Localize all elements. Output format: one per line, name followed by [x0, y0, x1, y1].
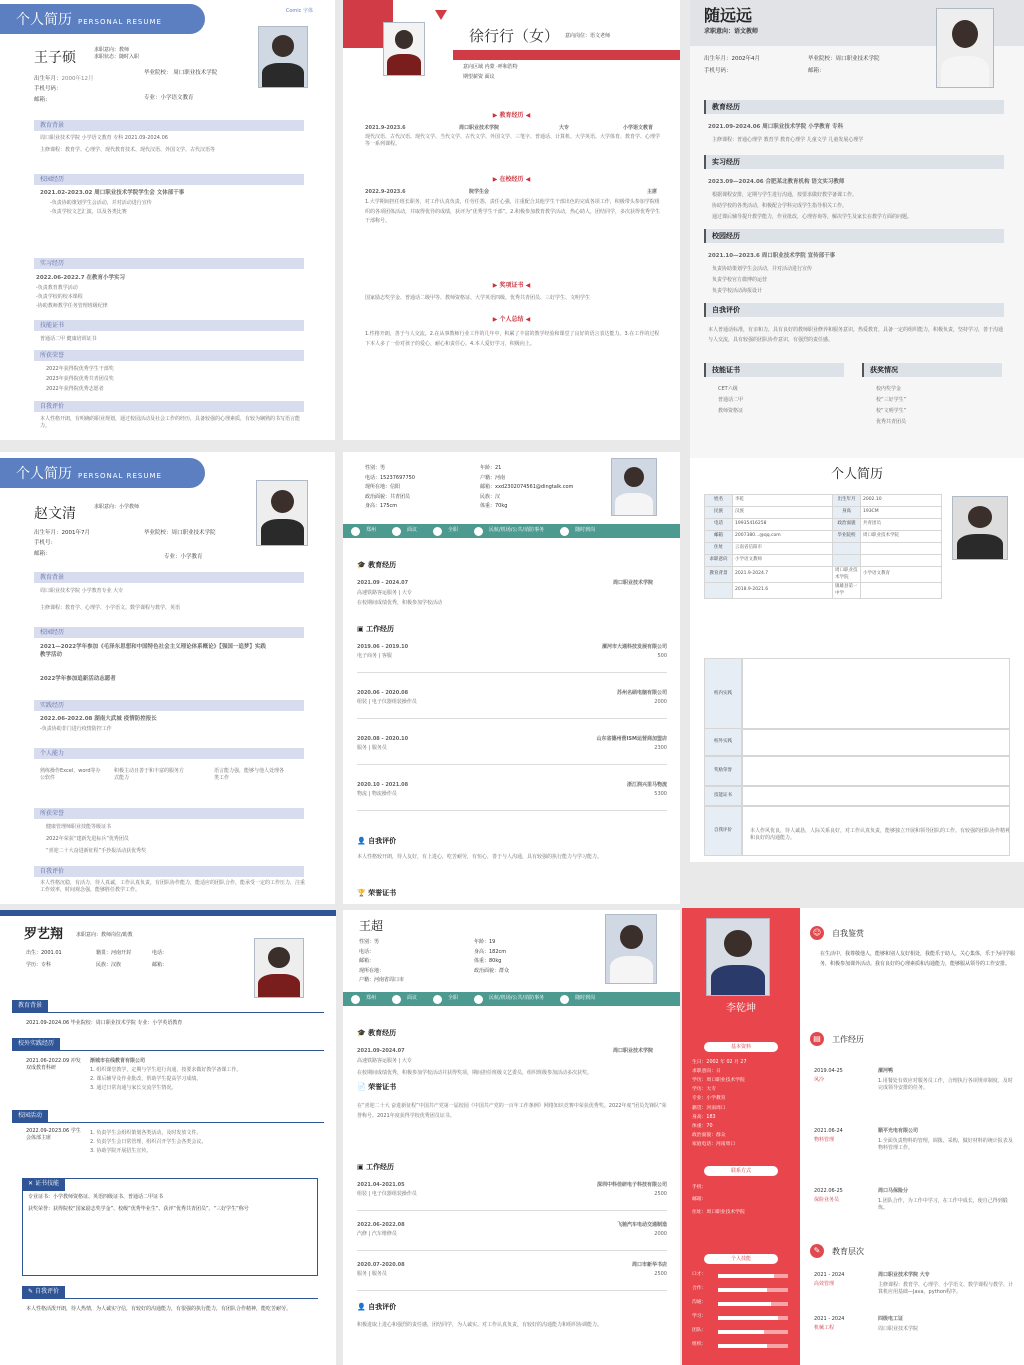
pref-label: 郑州 [366, 995, 377, 1002]
table-cell: 住址 [705, 543, 733, 555]
table-cell [860, 555, 941, 567]
info-field: 性别：男 [365, 465, 386, 471]
table-cell: 电话 [705, 519, 733, 531]
work-role: 服务 | 服务员 [357, 745, 387, 751]
info-row [365, 474, 595, 484]
edu-text: 主修课程：教育学、心理学、小学语文、数学课程与教学、计算机应用基础—Java，python程序。 [878, 1282, 1014, 1296]
table-cell: 汉族 [733, 507, 833, 519]
candidate-name: 李乾坤 [726, 1003, 756, 1014]
section-work: 工作经历 [832, 1035, 864, 1044]
work-pay: 2000 [654, 699, 667, 705]
info-field: 年龄：19 [474, 939, 496, 945]
info-row [365, 502, 595, 512]
edu-date: 2021 - 2024 [814, 1316, 845, 1322]
section-education: 教育经历 [704, 100, 1004, 114]
work-company: 深圳中科佳研电子科技有限公司 [596, 1182, 667, 1188]
skill-label: 学习： [692, 1314, 707, 1319]
table-row [705, 495, 942, 507]
work-text: 1.全面负责物料的管理，调拨、采购，做好材料的统计报表及物料管理工作。 [878, 1138, 1013, 1152]
table-cell: 共青团员 [860, 519, 941, 531]
candidate-name: 罗艺翔 [24, 927, 64, 942]
base-field: 政治面貌：群众 [692, 1132, 726, 1138]
resume-card-9: 李乾坤 基本资料 生日：2002 年 02 月 27 求职意向：日 学历：周口职业技术学院 学历：大专 专业：小学教育 籍贯：河南周口 身高：183 体重：70 政治面貌：群众 家庭电话：河南周口 联系方式 手机： 邮箱： 住址：周口职业技术学院 个人技能 ☺ 自我鉴赏 在生活中，我尊敬他人，能够和别人友好相处，我能乐于助人，关心集体，乐于为同学服务，积极参加课外活动。我有良好的心理素质和沟通能力，能够服从领导的工作安排。 ▤ 工作经历 ✎ 教育层次 口才： 合作： 沟通： 学习： 团队： 组织： 2019.04-25 风冷 漯河鸭 1.用餐处有效应对服务员工作，合理执行各项规章制度，及时完成领导安排的任务。 2021.06-24 物料管理 顺平光电有限公司 1.全面负责物料的管理，调拨、采购，做好材料的统计报表及物料管理工作。 2022.06-25 保险业务员 周口马保险分 1.团队合作，为工作中学习，在工作中成长，使自己得到锻炼。 2021 - 2024 高效管理 周口职业技术学院 大专 主修课程：教育学、心理学、小学语文、数学课程与教学、计算机应用基础—Java，python程序。 2021 - 2024 机械工程 四级电工证 周口职业技术学院 [682, 908, 1024, 1365]
table-cell: 姓名 [705, 495, 733, 507]
base-field: 籍贯：河南周口 [692, 1105, 726, 1111]
work-date: 2022.06-25 [814, 1188, 843, 1194]
info-row [365, 464, 595, 474]
info-field: 户籍：河南 [480, 474, 506, 481]
divider [357, 1210, 667, 1211]
profile-photo [256, 480, 308, 546]
skill-label: 沟通： [692, 1300, 707, 1305]
profile-photo [258, 26, 308, 88]
info-field: 邮箱：xxd2302074561@dingtalk.com [480, 484, 574, 490]
section-honors: 所获荣誉 [34, 808, 304, 819]
section-ability: 个人能力 [34, 748, 304, 759]
skill-label: 合作： [692, 1286, 707, 1291]
table-cell: 19935416258 [733, 519, 833, 531]
section-education: ▶ 教育经历 ◀ [492, 112, 531, 119]
work-date: 2020.06 - 2020.08 [357, 690, 409, 696]
info-field: 性别：男 [359, 939, 380, 945]
table-cell: 身高 [832, 507, 860, 519]
info-row [359, 938, 589, 948]
table-cell: 2018.9-2021.6 [733, 583, 833, 599]
section-practice: 实践经历 [34, 700, 304, 711]
edu-date: 2021 - 2024 [814, 1272, 845, 1278]
work-role: 组装 | 电子仪器组装操作员 [357, 699, 417, 705]
work-company: 山东省德州营ISM运营商加盟店 [596, 736, 667, 742]
info-row [359, 976, 589, 986]
profile-photo [611, 458, 657, 516]
work-company: 周口市新华书店 [631, 1262, 667, 1268]
section-self-eval: 自我评价 [34, 866, 304, 877]
profile-photo [706, 918, 770, 996]
info-field: 体重：70kg [480, 503, 508, 509]
divider [357, 1290, 667, 1291]
edu-school: 四级电工证 [878, 1316, 904, 1322]
info-field: 民族：汉 [480, 493, 501, 500]
work-role: 物料管理 [814, 1137, 835, 1143]
divider [357, 718, 667, 719]
work-role: 电子商务 | 客服 [357, 653, 392, 659]
section-body [742, 658, 1010, 730]
base-field: 身高：183 [692, 1114, 716, 1120]
table-cell [860, 543, 941, 555]
work-role: 保险业务员 [814, 1197, 840, 1203]
pref-label: 民航/机场/公共/消防事务 [489, 995, 545, 1002]
pref-icon [392, 527, 401, 536]
section-cert: 🏆 荣誉证书 [357, 889, 397, 897]
pref-label: 面议 [407, 995, 418, 1002]
page-title: 个人简历 [830, 467, 883, 482]
corner-tag: Comic 字体 [285, 8, 313, 14]
table-cell: 2007380...@qq.com [733, 531, 833, 543]
table-cell: 李乾 [733, 495, 833, 507]
edu-major: 机械工程 [814, 1325, 835, 1331]
table-cell [832, 543, 860, 555]
table-cell: 政治面貌 [832, 519, 860, 531]
profile-photo [254, 938, 304, 998]
info-row [365, 483, 595, 493]
section-certificates: 技能证书 [34, 320, 304, 331]
work-role: 汽修 | 汽车维修员 [357, 1231, 397, 1237]
base-field: 学历：周口职业技术学院 [692, 1078, 745, 1084]
job-prefs-bar [343, 992, 680, 1006]
base-field: 生日：2002 年 02 月 27 [692, 1060, 747, 1065]
work-pay: 2300 [654, 745, 667, 751]
work-company: 浙江润兴里马物流 [626, 782, 667, 788]
skill-fill [718, 1330, 764, 1334]
work-company: 飞驰汽车电动交通制造 [616, 1222, 667, 1228]
table-row [705, 519, 942, 531]
work-pay: 2500 [654, 1191, 667, 1197]
basic-info [365, 464, 595, 512]
resume-card-7: 罗艺翔 求职意向：教师岗位/助教 出生：2001.01 学历：专科 籍贯：河南开封 民族：汉族 电话： 邮箱： 教育背景 2021.09-2024.06 毕业院校：周口职业技术学院 专业：小学英语教育 校外实践经历 2021.06-2022.09 冲发双成教育科研 渐城市在线教育有限公司 1. 组织课堂教学，定期与学生进行沟通，按要求做好教学备课工作。 2. 课后辅导及作业批改，帮助学生提高学习成绩。 3. 通过日常沟通与家长交流学生情况。 校园活动 2022.09-2023.06 学生会体部主席 1. 负责学生会组织策划各类活动，及时发放文件。 2. 负责学生会日常管理，组织召开学生会各类会议。 3. 协助学院开展招生宣传。 ✕ 证书技能 专业证书：小学教师资格证、英语四级证书、普通话二甲证书 获奖荣誉：获得院校“国家励志奖学金”、校级“优秀毕业生”、获评“优秀共青团员”、“三好学生”称号 ✎ 自我评价 本人性格活泼开朗，待人热情，为人诚实守信，有较好的沟通能力，有很强的执行能力，有团队合作精神，能吃苦耐劳。 [0, 910, 336, 1365]
work-date: 2020.10 - 2021.08 [357, 782, 409, 788]
table-cell: 教育背景 [705, 567, 733, 583]
section-self-eval: 自我鉴赏 [832, 929, 864, 938]
section-campus: 校园活动 [12, 1110, 48, 1123]
info-row [365, 493, 595, 503]
work-text: 1.团队合作，为工作中学习，在工作中成长，使自己得到锻炼。 [878, 1198, 1008, 1212]
section-education: 教育背景 [12, 1000, 48, 1013]
work-role: 风冷 [814, 1077, 825, 1083]
info-field: 身高：175cm [365, 503, 398, 509]
skill-label: 组织： [692, 1342, 707, 1347]
base-field: 求职意向：日 [692, 1069, 721, 1075]
edu-text: 周口职业技术学院 [878, 1326, 919, 1332]
base-field: 家庭电话：河南周口 [692, 1141, 736, 1147]
section-self-eval: ✎ 自我评价 [22, 1286, 65, 1299]
table-cell: 出生年月 [832, 495, 860, 507]
resume-card-1: 个人简历 PERSONAL RESUME Comic 字体 王子硕 求职意向：教师 求职状态：随时入职 出生年月：2000年12月 手机号码： 邮箱： 毕业院校： 周口职业技术学院 专业：小学语文教育 教育背景 周口职业技术学院 小学语文教育 专科 2021.09-2024.06 主修课程：教育学、心理学、现代教育技术、现代汉语、外国文学、古代汉语等 校园经历 2021.02-2023.02 周口职业技术学院学生会 文体部干事 -负责协助策划学生会活动，并对活动进行宣传 -负责学校文艺汇演，以及各类比赛 实习经历 2022.06-2022.7 在教育小学实习 -负责教育教学活动 -负责学校的校本课程 -协助教师教学任务管理班级纪律 技能证书 普通话二甲 健康培训证书 所获荣誉 2022年获得院优秀学生干部奖 2023年获得院优秀共青团员奖 2022年获得院优秀志愿者 自我评价 本人性格开朗，有明确的职业规划，通过校园活动及社会工作的经历，具备较强的心理素质，有较为娴熟的书写语言能力。 [0, 0, 335, 440]
info-field: 现所在地： [359, 967, 385, 974]
section-skills: 个人技能 [704, 1254, 778, 1264]
section-work: ▣ 工作经历 [357, 625, 395, 633]
work-role: 组装 | 电子仪器组装操作员 [357, 1191, 417, 1197]
section-label: 自我评价 [704, 806, 742, 856]
section-certificates: ▶ 奖项证书 ◀ [492, 282, 531, 289]
work-org: 漯河鸭 [878, 1068, 894, 1074]
resume-card-8: 王超 性别：男 年龄：19 电话： 身高：182cm 邮箱： 体重：80kg 现所在地： 政治面貌：群众 户籍：河南省周口市 郑州 面议 全职 民航/机场/公共/消防事务 随时到岗 🎓 教育经历 2021.09-2024.07 周口职业技术学院 高速铁路客运服务 | 大专 在校期间成绩优秀，积极参加学校活动并获得奖项，期间担任班级文艺委员，组织班级参加活动多次获奖。 📄 荣誉证书 在“喜迎二十大 奋进新征程”中国共产党第一届校园《中国共产党的一百年工作条例》网络知识竞赛中荣获优秀奖。2022年度“团员先锋队”荣誉称号。2021年度获得学校优秀团员证书。 ▣ 工作经历 👤 自我评价 积极进取上进心和强烈的责任感，团结同学，为人诚实。对工作认真负责，有较好的沟通能力和组织协调能力。 2021.04-2021.05 深圳中科佳研电子科技有限公司 组装 | 电子仪器组装操作员 2500 2022.06-2022.08 飞驰汽车电动交通制造 汽修 | 汽车维修员 2000 2020.07-2020.08 周口市新华书店 服务 | 服务员 2500 [343, 910, 680, 1365]
section-self-eval: 自我评价 [704, 303, 1004, 317]
info-field: 体重：80kg [474, 958, 502, 964]
section-cert: 📄 荣誉证书 [357, 1083, 397, 1091]
table-row [705, 555, 942, 567]
pref-icon [560, 527, 569, 536]
table-row [705, 507, 942, 519]
resume-banner: 个人简历 PERSONAL RESUME [0, 458, 205, 488]
skill-fill [718, 1344, 767, 1348]
work-pay: 5300 [654, 791, 667, 797]
section-campus: 校园经历 [34, 174, 304, 185]
work-date: 2020.07-2020.08 [357, 1262, 405, 1268]
work-pay: 2500 [654, 1271, 667, 1277]
divider [357, 810, 667, 811]
edit-icon: ✎ [810, 1244, 824, 1258]
edu-school: 周口职业技术学院 大专 [878, 1272, 930, 1278]
pref-icon [474, 527, 483, 536]
table-row [705, 567, 942, 583]
info-field: 身高：182cm [474, 948, 507, 955]
contact-field: 手机： [692, 1185, 707, 1190]
work-date: 2021.04-2021.05 [357, 1182, 405, 1188]
resume-card-3: 随远远 求职意向：语文教师 出生年月：2002年4月 手机号码： 毕业院校：周口职业技术学院 邮箱： 教育经历 2021.09-2024.06 周口职业技术学院 小学教育 专科 主修课程：普通心理学 教育学 教育心理学 儿童文学 儿童发展心理学 实习经历 2023.09—2024.06 合肥某北教育机构 语文实习教师 根据课程安排，定期与学生进行沟通，按要求做好教学备课工作。 协助学校的各类活动，积极配合学科完成学生指导相关工作。 通过课后辅导提升教学能力，作业批改，心理咨询等，解决学生及家长在教学方面的问题。 校园经历 2021.10—2023.6 周口职业技术学院 宣传部干事 负责协助策划学生会活动，并对活动进行宣传 负责学校官方微博的运营 负责学校活动海报设计 自我评价 本人普通话标准，有亲和力，具有良好的教师职业修养和服务意识，热爱教育，具备一定的组织能力，积极负责，坚持学习，善于沟通与人交流，具有较强的团队协作意识，有强烈的责任感。 技能证书 获奖情况 CET六级 普通话二甲 教师资格证 校内奖学金 校“三好学生” 校“文明学生” 优秀共青团员 [690, 0, 1024, 458]
info-field: 电话：15237697750 [365, 474, 415, 481]
table-cell: 邮箱 [705, 531, 733, 543]
info-field [474, 976, 589, 986]
section-campus: 校园经历 [704, 229, 1004, 243]
info-field: 政治面貌：群众 [474, 967, 510, 974]
briefcase-icon: ▤ [810, 1032, 824, 1046]
section-honors: 所获荣誉 [34, 350, 304, 361]
section-education: 🎓 教育经历 [357, 561, 397, 569]
table-cell [705, 583, 733, 599]
pref-label: 面议 [407, 527, 418, 534]
table-row [705, 543, 942, 555]
table-cell: 民族 [705, 507, 733, 519]
work-role: 服务 | 服务员 [357, 1271, 387, 1277]
table-cell: 周口职业技术学院 [860, 531, 941, 543]
table-cell: 小学语文教育 [860, 567, 941, 583]
work-date: 2021.06-24 [814, 1128, 843, 1134]
candidate-name: 赵文清 [34, 506, 76, 522]
info-table [704, 494, 942, 599]
pref-label: 郑州 [366, 527, 377, 534]
pref-icon [392, 995, 401, 1004]
candidate-name: 王超 [359, 919, 384, 933]
section-body [742, 806, 1010, 856]
table-cell: 小学语文教师 [733, 555, 833, 567]
skill-label: 口才： [692, 1272, 707, 1277]
pref-label: 全职 [448, 995, 459, 1002]
work-company: 漯河市大通科技发展有限公司 [601, 644, 667, 650]
skill-fill [718, 1274, 774, 1278]
info-field: 户籍：河南省周口市 [359, 977, 405, 983]
work-pay: 500 [657, 653, 667, 659]
divider [357, 764, 667, 765]
base-field: 专业：小学教育 [692, 1096, 726, 1102]
table-cell: 2021.9-2024.7 [733, 567, 833, 583]
section-summary: ▶ 个人总结 ◀ [492, 316, 531, 323]
contact-field: 住址：周口职业技术学院 [692, 1209, 745, 1215]
section-label: 校内实践 [704, 658, 742, 730]
table-cell [832, 555, 860, 567]
work-company: 苏州名硕电脑有限公司 [616, 690, 667, 696]
table-cell: 2002.10 [860, 495, 941, 507]
section-campus: ▶ 在校经历 ◀ [492, 176, 531, 183]
table-cell [860, 583, 941, 599]
section-internship: 实习经历 [34, 258, 304, 269]
section-body [742, 728, 1010, 756]
section-contact: 联系方式 [704, 1166, 778, 1176]
work-date: 2019.06 - 2019.10 [357, 644, 409, 650]
section-label: 奖励荣誉 [704, 756, 742, 786]
resume-card-4: 个人简历 PERSONAL RESUME 赵文清 求职意向：小学教师 出生年月：2001年7月 手机号： 邮箱： 毕业院校：周口职业技术学院 专业：小学教育 教育背景 周口职业技术学院 小学教育专业 大专 主修课程：教育学、心理学、小学语文、数学课程与教学、英语 校园经历 2021—2022学年参加《毛泽东思想和中国特色社会主义理论体系概论》【强国一追梦】实践教学活动 2022学年参加追新活动志愿者 实践经历 2022.06-2022.08 湖南大武城 疫情防控报长 -负责协助非门进行疫情防控工作 个人能力 熟练操作Excel，word等办公软件 积极主动且善于和丰富的服务方式能力 语言能力强，能够与他人处理各类工作 所获荣誉 健康管理师职业技能等级证书 2022年荣获“建新先进标兵”优秀团员 “喜迎二十大奋进新征程”手抄报活动获优秀奖 自我评价 本人性格沉稳，有活力，待人真诚，工作认真负责，有团队协作能力，能适应的团队合作，能承受一定的工作压力，注重工作效率，时间观念强，能够胜任教学工作。 [0, 452, 335, 904]
info-field: 年龄：21 [480, 465, 502, 471]
table-row [705, 531, 942, 543]
skill-fill [718, 1316, 778, 1320]
section-skills: 技能证书 [704, 363, 844, 377]
work-date: 2020.08 - 2020.10 [357, 736, 409, 742]
base-field: 学历：大专 [692, 1087, 716, 1093]
section-basic: 基本资料 [704, 1042, 778, 1052]
info-field: 电话： [359, 948, 375, 955]
skill-fill [718, 1302, 771, 1306]
pref-icon [560, 995, 569, 1004]
pref-label: 随时到岗 [575, 995, 596, 1002]
info-field: 现所在地：信阳 [365, 484, 401, 490]
work-pay: 2000 [654, 1231, 667, 1237]
section-education: 教育背景 [34, 572, 304, 583]
section-cert: ✕ 证书技能 [22, 1178, 65, 1191]
work-org: 顺平光电有限公司 [878, 1128, 919, 1134]
section-awards: 获奖情况 [862, 363, 1002, 377]
work-text: 1.用餐处有效应对服务员工作，合理执行各项规章制度，及时完成领导安排的任务。 [878, 1078, 1013, 1092]
pref-icon [351, 995, 360, 1004]
info-row [359, 967, 589, 977]
table-row [705, 583, 942, 599]
section-work: ▣ 工作经历 [357, 1163, 395, 1171]
section-campus: 校园经历 [34, 627, 304, 638]
info-row [359, 957, 589, 967]
section-self-eval: 👤 自我评价 [357, 1303, 397, 1311]
section-internship: 实习经历 [704, 155, 1004, 169]
section-self-eval: 自我评价 [34, 401, 304, 412]
info-row [359, 948, 589, 958]
work-date: 2019.04-25 [814, 1068, 843, 1074]
section-body [742, 756, 1010, 786]
resume-card-5: 性别：男 年龄：21 电话：15237697750 户籍：河南 现所在地：信阳 邮箱：xxd2302074561@dingtalk.com 政治面貌：共青团员 民族：汉 身高：175cm 体重：70kg 郑州 面议 全职 民航/机场/公共/消防事务 随时到岗 🎓 教育经历 2021.09 - 2024.07 周口职业技术学院 高速铁路客运服务 | 大专 在校期间成绩优秀，积极参加学校活动 ▣ 工作经历 👤 自我评价 本人性格较开朗，待人友好，有上进心，吃苦耐劳，有恒心，善于与人沟通，具有较强的执行能力与学习能力。 🏆 荣誉证书 2019.06 - 2019.10 漯河市大通科技发展有限公司 电子商务 | 客服 500 2020.06 - 2020.08 苏州名硕电脑有限公司 组装 | 电子仪器组装操作员 2000 2020.08 - 2020.10 山东省德州营ISM运营商加盟店 服务 | 服务员 2300 2020.10 - 2021.08 浙江润兴里马物流 物流 | 物流操作员 5300 [343, 452, 680, 904]
table-cell: 镇雄县第一中学 [832, 583, 860, 599]
divider [357, 1250, 667, 1251]
resume-card-6: 个人简历 姓名 李乾 出生年月 2002.10 民族 汉族 身高 193CM 电话 19935416258 政治面貌 共青团员 邮箱 2007380...@qq.com 毕业院校 周口职业技术学院 住址 云南省信阳市 求职意向 小学语文教师 教育背景 2021.9-2024.7 周口职业技术学院 小学语文教育 2018.9-2021.6 镇雄县第一中学 本人作风优良，待人诚恳，人际关系良好，对工作认真负责，能够独立开展和领导团队的工作。有较强的团队协作精神和良好的沟通能力。 校内实践 校外实践 奖励荣誉 技能证书 自我评价 [690, 458, 1024, 862]
profile-photo [605, 914, 657, 984]
job-prefs-bar [343, 524, 680, 538]
resume-banner: 个人简历 PERSONAL RESUME [0, 4, 205, 34]
section-education: 教育背景 [34, 120, 304, 131]
table-cell: 毕业院校 [832, 531, 860, 543]
profile-photo [952, 496, 1008, 560]
candidate-name: 随远远 [704, 6, 753, 25]
table-cell: 193CM [860, 507, 941, 519]
section-self-eval: 👤 自我评价 [357, 837, 397, 845]
pref-icon [351, 527, 360, 536]
resume-card-2: 徐行行（女） 意向岗位：语文老师 意向区域 内蒙 ·呼和浩特 期望薪资 面议 ▶ 教育经历 ◀ 2021.9-2023.6 周口职业技术学院 大专 小学语文教育 现代汉语、古代汉语、现代文学、当代文学、古代文学、外国文学、三笔字、普通话、计算机、大学英语、大学体育、教育学、心理学等一系列课程。 ▶ 在校经历 ◀ 2022.9-2023.6 院学生会 主席 1.大学期间担任班长职务，对工作认真负责，任劳任怨，责任心强，注重配合其他学生干部出色的完成各项工作，积极带头参加学院组织的各项团体活动，并取得优异的成绩，获评为“优秀学生干部”。2.积极参加教育教学活动，热心助人，团结同学，多次获得优秀学生干部称号。 ▶ 奖项证书 ◀ 国家励志奖学金、普通话二级甲等、教师资格证、大学英语四级、优秀共青团员、三好学生、文明学生 ▶ 个人总结 ◀ 1.性格开朗，善于与人交流。2.在从事教师行业工作的几年中，积累了丰富的教学经验和课堂了良好的语言表达能力。3.在工作的过程下本人多了一份对孩子的爱心，耐心和责任心。4.本人爱好学习，积极向上。 [343, 0, 680, 440]
pref-label: 随时到岗 [575, 527, 596, 534]
work-org: 周口马保险分 [878, 1188, 909, 1194]
pref-icon [433, 995, 442, 1004]
user-icon: ☺ [810, 926, 824, 940]
pref-icon [433, 527, 442, 536]
base-field: 体重：70 [692, 1123, 713, 1129]
profile-photo [383, 22, 425, 76]
table-cell: 周口职业技术学院 [832, 567, 860, 583]
work-date: 2022.06-2022.08 [357, 1222, 405, 1228]
pref-icon [474, 995, 483, 1004]
section-label: 技能证书 [704, 786, 742, 806]
info-field: 邮箱： [359, 958, 375, 964]
work-role: 物流 | 物流操作员 [357, 791, 397, 797]
skill-fill [718, 1288, 767, 1292]
table-cell: 云南省信阳市 [733, 543, 833, 555]
section-body [742, 786, 1010, 806]
section-label: 校外实践 [704, 728, 742, 756]
profile-photo [936, 8, 994, 88]
pref-label: 全职 [448, 527, 459, 534]
divider [357, 672, 667, 673]
candidate-name: 徐行行（女） [469, 27, 560, 45]
info-field: 政治面貌：共青团员 [365, 493, 411, 500]
basic-info [359, 938, 589, 986]
edu-major: 高效管理 [814, 1281, 835, 1287]
table-cell: 求职意向 [705, 555, 733, 567]
contact-field: 邮箱： [692, 1197, 707, 1203]
section-work: 校外实践经历 [12, 1038, 60, 1051]
candidate-name: 王子硕 [34, 50, 76, 66]
section-education: 教育层次 [832, 1247, 864, 1256]
skill-label: 团队： [692, 1328, 707, 1333]
pref-label: 民航/机场/公共/消防事务 [489, 527, 545, 534]
section-education: 🎓 教育经历 [357, 1029, 397, 1037]
